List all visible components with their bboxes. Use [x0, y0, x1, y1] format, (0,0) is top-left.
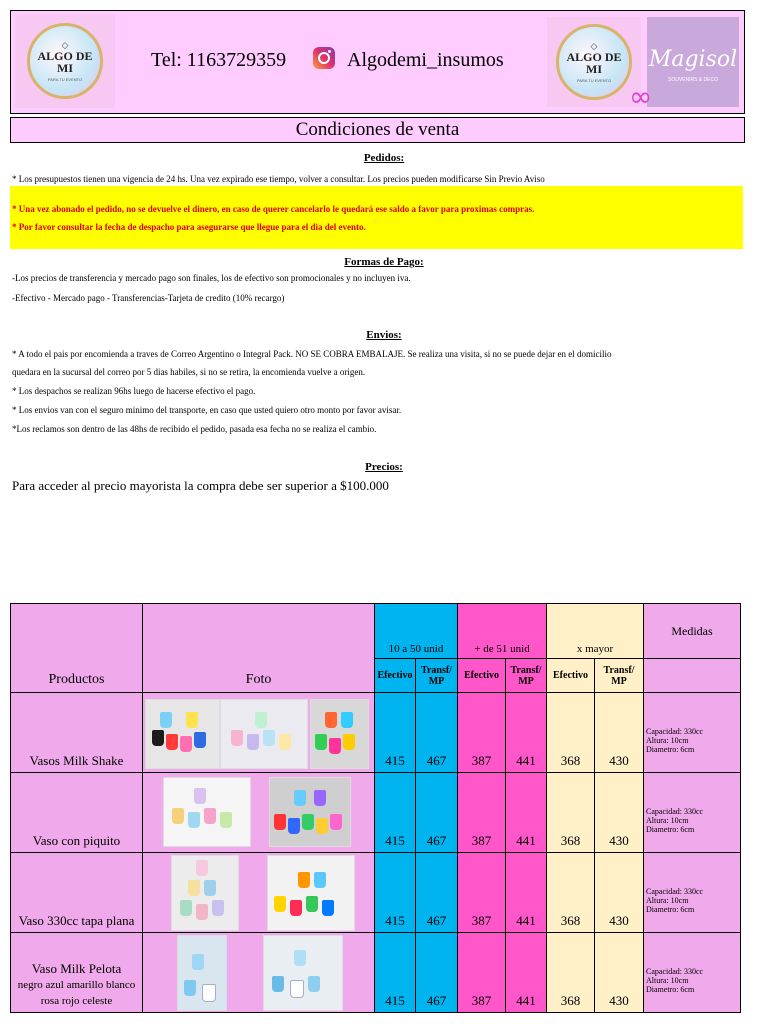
phone-number: Tel: 1163729359	[151, 49, 287, 71]
sub-efectivo: Efectivo	[375, 659, 416, 693]
medidas-cell: Capacidad: 330cc Altura: 10cm Diametro: 6cm	[644, 933, 741, 1013]
pago-line: -Efectivo - Mercado pago - Transferencias-Tarjeta de credito (10% recargo)	[12, 293, 285, 303]
price-cell: 415	[375, 853, 416, 933]
sub-transf: Transf/ MP	[506, 659, 547, 693]
brand-logo-left	[15, 14, 115, 108]
partner-logo-text: Magisol	[648, 47, 738, 72]
photo-image	[267, 855, 355, 931]
infinity-icon: ∞	[629, 80, 653, 113]
price-cell: 441	[506, 853, 547, 933]
pedidos-heading: Pedidos:	[363, 152, 405, 164]
product-photo	[143, 693, 375, 773]
logo-subtitle: PARA TU EVENTO	[576, 77, 612, 83]
sub-transf: Transf/ MP	[416, 659, 458, 693]
sub-efectivo: Efectivo	[458, 659, 506, 693]
instagram-icon	[313, 47, 335, 69]
medidas-cell: Capacidad: 330cc Altura: 10cm Diametro: 6cm	[644, 693, 741, 773]
tier-header: 10 a 50 unid	[375, 604, 458, 659]
logo-text: ALGO DE MI	[37, 48, 93, 75]
medidas-empty	[644, 659, 741, 693]
brand-logo-right	[547, 17, 641, 107]
price-cell: 387	[458, 773, 506, 853]
envios-line: * A todo el pais por encomienda a traves de Correo Argentino o Integral Pack. NO SE COBRA EMBALAJE. Se realiza una visita, si no se puede dejar en el domicilio	[12, 349, 612, 359]
diamond-icon: ◇	[590, 40, 598, 51]
price-cell: 387	[458, 853, 506, 933]
photo-image	[310, 699, 369, 769]
alert-line: * Por favor consultar la fecha de despacho para asegurarse que llegue para el dia del evento.	[12, 222, 366, 232]
price-cell: 467	[416, 773, 458, 853]
price-cell: 415	[375, 773, 416, 853]
price-cell: 368	[547, 693, 595, 773]
envios-line: *Los reclamos son dentro de las 48hs de recibido el pedido, pasada esa fecha no se realiza el cambio.	[12, 424, 377, 434]
tier-header: x mayor	[547, 604, 644, 659]
price-cell: 387	[458, 933, 506, 1013]
product-photo	[143, 853, 375, 933]
price-cell: 441	[506, 773, 547, 853]
table-row	[11, 773, 741, 853]
product-name: Vaso 330cc tapa plana	[11, 853, 143, 933]
medidas-cell: Capacidad: 330cc Altura: 10cm Diametro: 6cm	[644, 853, 741, 933]
logo-text: ALGO DE MI	[566, 49, 622, 76]
price-cell: 368	[547, 773, 595, 853]
partner-logo-subtitle: SOUVENIRS & DECO	[667, 77, 718, 83]
price-cell: 368	[547, 853, 595, 933]
pago-line: -Los precios de transferencia y mercado pago son finales, los de efectivo son promocionales y no incluyen iva.	[12, 273, 411, 283]
price-cell: 368	[547, 933, 595, 1013]
instagram-handle: Algodemi_insumos	[347, 49, 504, 71]
price-cell: 467	[416, 853, 458, 933]
price-cell: 430	[595, 933, 644, 1013]
price-cell: 441	[506, 933, 547, 1013]
pago-heading: Formas de Pago:	[344, 256, 424, 268]
col-medidas: Medidas	[644, 604, 741, 659]
photo-image	[177, 935, 227, 1011]
price-cell: 467	[416, 933, 458, 1013]
product-name: Vaso con piquito	[11, 773, 143, 853]
photo-image	[163, 777, 251, 847]
alert-box	[10, 186, 743, 249]
photo-image	[269, 777, 351, 847]
price-cell: 415	[375, 693, 416, 773]
precios-heading: Precios:	[365, 461, 403, 473]
photo-image	[263, 935, 343, 1011]
photo-image	[145, 699, 220, 769]
price-cell: 430	[595, 693, 644, 773]
alert-line: * Una vez abonado el pedido, no se devuelve el dinero, en caso de querer cancelarlo le quedará ese saldo a favor para proximas compras.	[12, 204, 535, 214]
envios-line: quedara en la sucursal del correo por 5 dias habiles, si no se retira, la encomienda vuelve a origen.	[12, 367, 366, 377]
price-cell: 430	[595, 853, 644, 933]
sub-transf: Transf/ MP	[595, 659, 644, 693]
col-foto: Foto	[143, 604, 375, 693]
price-cell: 387	[458, 693, 506, 773]
header-banner	[10, 10, 745, 114]
price-cell: 415	[375, 933, 416, 1013]
partner-logo	[647, 17, 739, 107]
logo-subtitle: PARA TU EVENTO	[47, 76, 83, 82]
product-name: Vaso Milk Pelota negro azul amarillo blanco rosa rojo celeste	[11, 933, 143, 1013]
pedidos-line: * Los presupuestos tienen una vigencia de 24 hs. Una vez expirado ese tiempo, volver a consultar. Los precios pueden modificarse Sin Previo Aviso	[12, 174, 545, 184]
page-title: Condiciones de venta	[10, 117, 745, 143]
price-cell: 430	[595, 773, 644, 853]
table-row	[11, 853, 741, 933]
product-name: Vasos Milk Shake	[11, 693, 143, 773]
col-productos: Productos	[11, 604, 143, 693]
price-table	[10, 603, 741, 1013]
diamond-icon: ◇	[61, 39, 69, 50]
photo-image	[220, 699, 308, 769]
table-row	[11, 693, 741, 773]
product-photo	[143, 773, 375, 853]
tier-header: + de 51 unid	[458, 604, 547, 659]
product-photo	[143, 933, 375, 1013]
envios-heading: Envios:	[366, 329, 402, 341]
envios-line: * Los despachos se realizan 96hs luego de hacerse efectivo el pago.	[12, 386, 256, 396]
sub-efectivo: Efectivo	[547, 659, 595, 693]
photo-image	[171, 855, 239, 931]
price-cell: 467	[416, 693, 458, 773]
medidas-cell: Capacidad: 330cc Altura: 10cm Diametro: 6cm	[644, 773, 741, 853]
envios-line: * Los envios van con el seguro minimo del transporte, en caso que usted quiero otro monto por favor avisar.	[12, 405, 402, 415]
precios-line: Para acceder al precio mayorista la compra debe ser superior a $100.000	[12, 478, 389, 493]
price-cell: 441	[506, 693, 547, 773]
table-row	[11, 933, 741, 1013]
